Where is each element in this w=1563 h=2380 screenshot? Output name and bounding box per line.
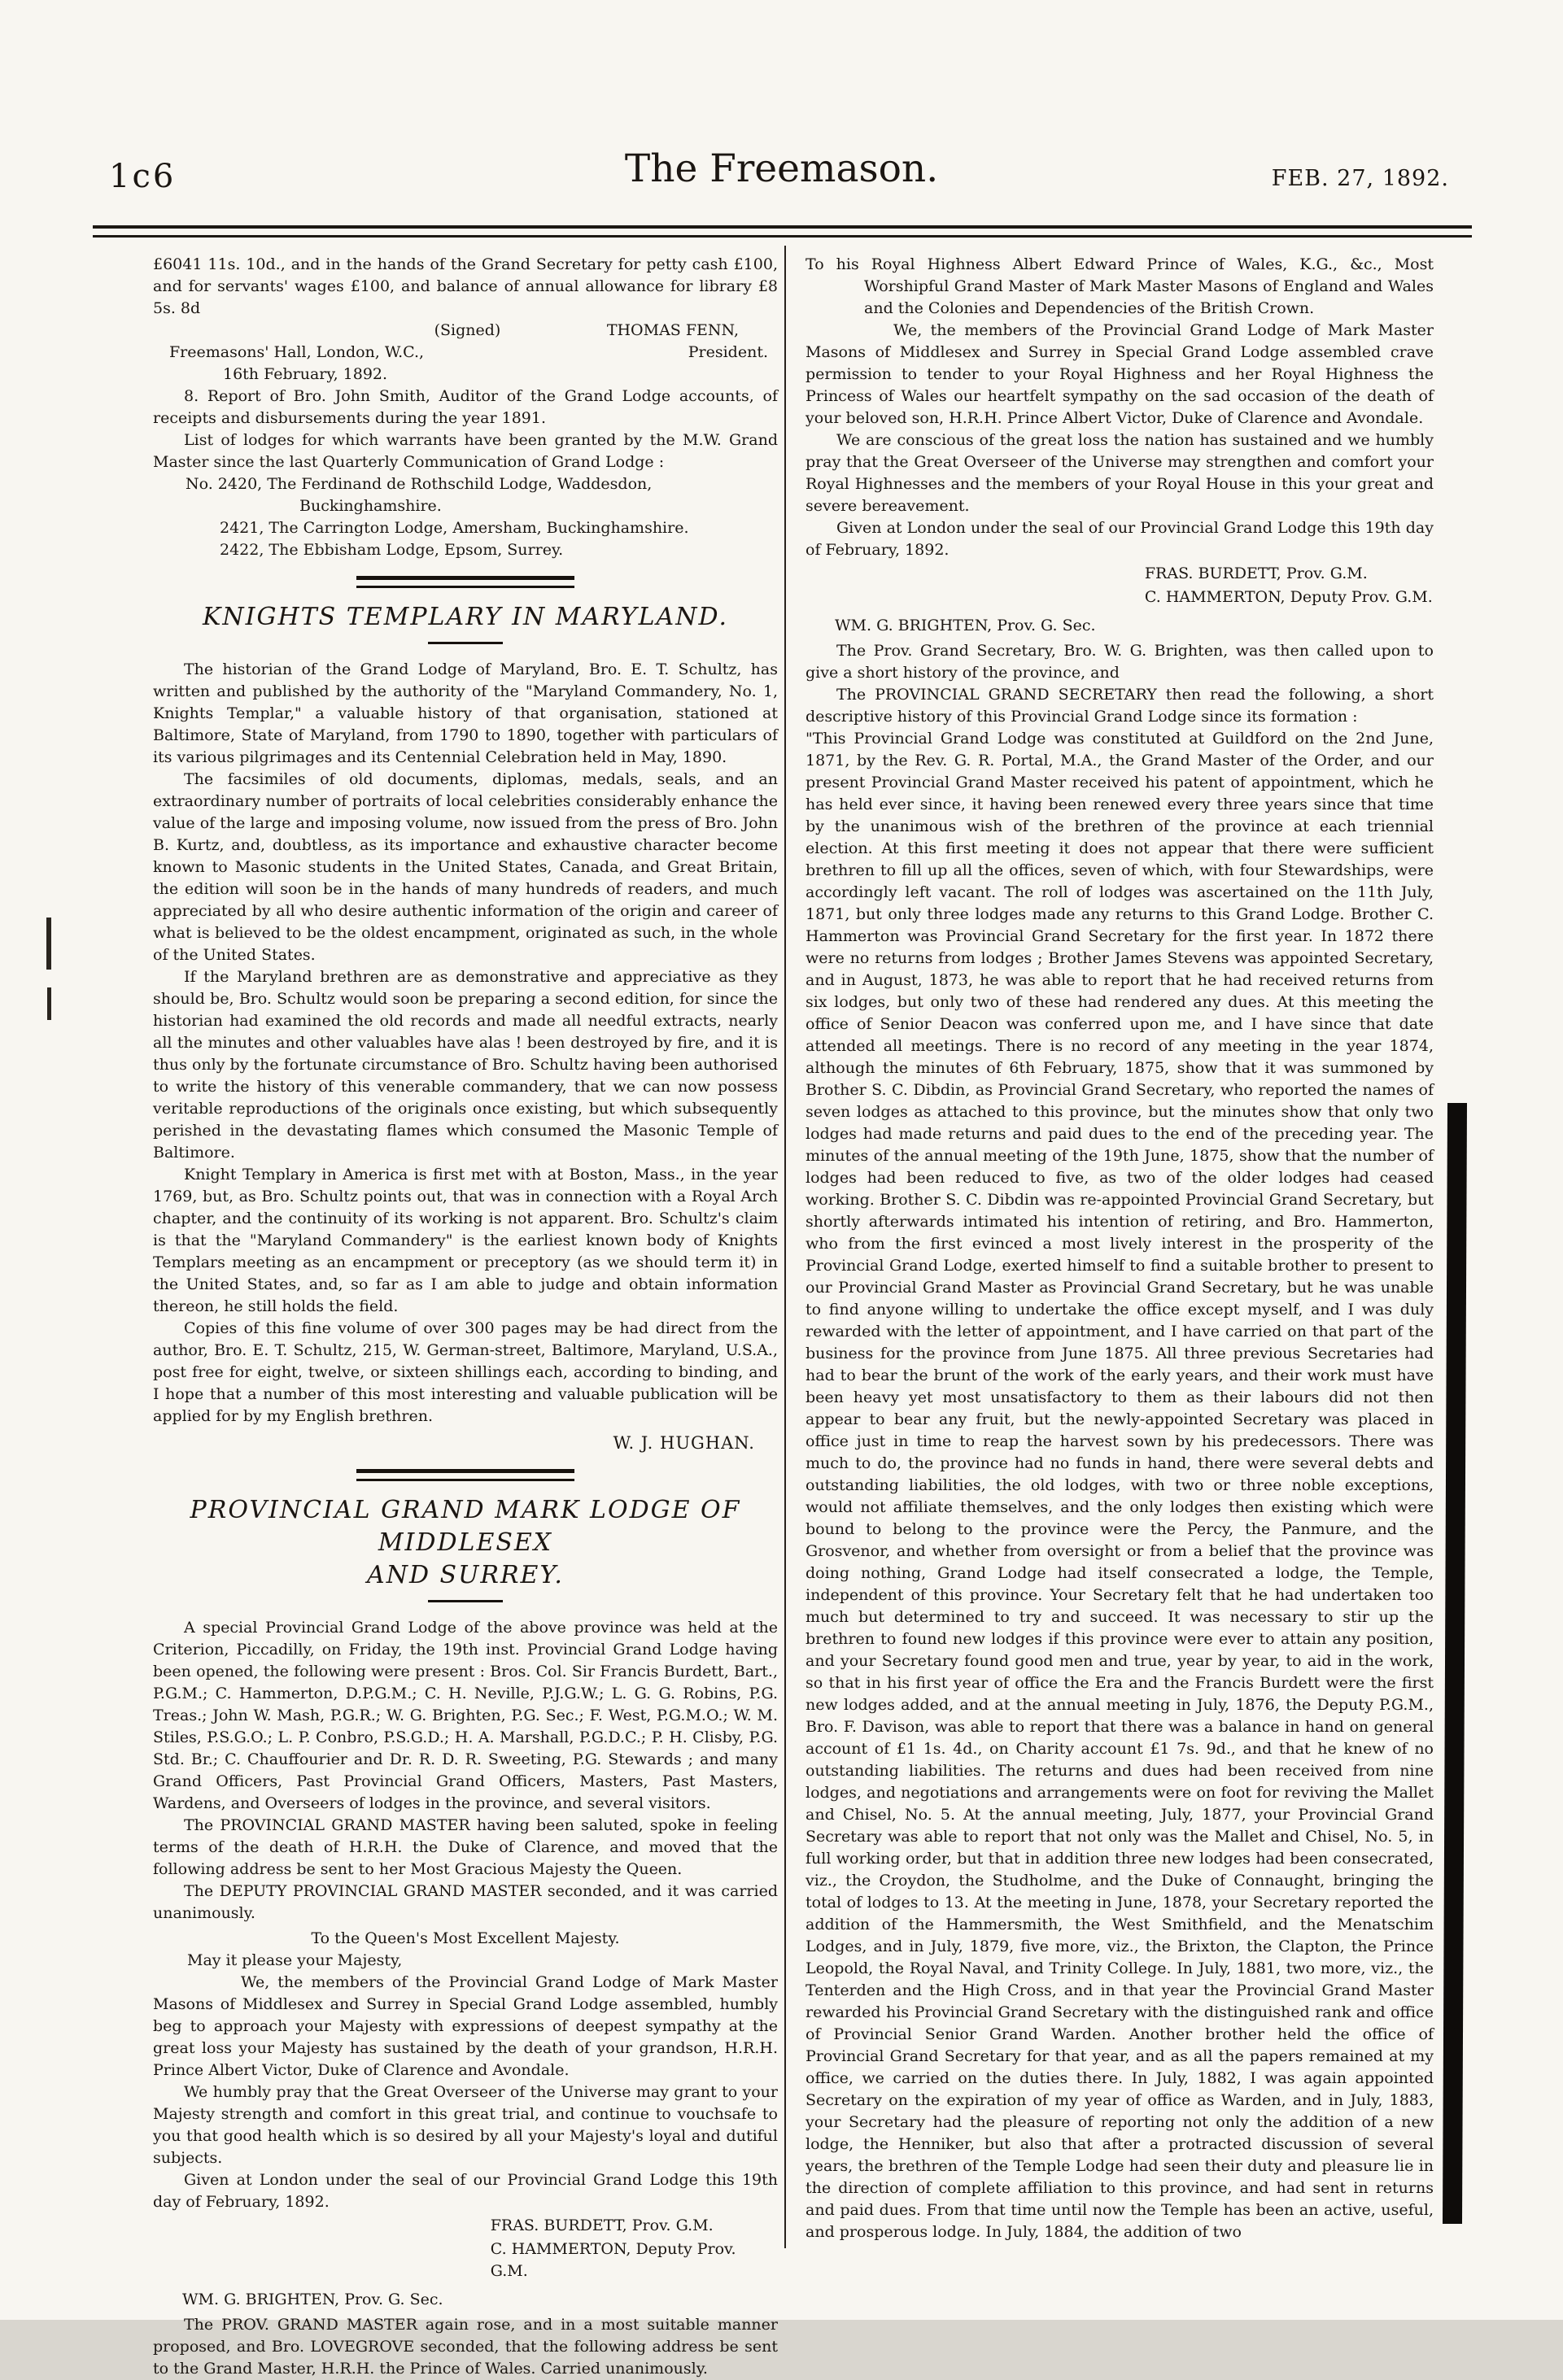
scan-artifact-band [1443, 1103, 1467, 2224]
hall-row [153, 342, 778, 364]
history-reading-paragraph: The PROVINCIAL GRAND SECRETARY then read the following, a short descriptive history of this Provincial Grand Lodge since its formation : [806, 686, 1434, 726]
mark-lodge-heading-line1: PROVINCIAL GRAND MARK LODGE OF MIDDLESEX [190, 1496, 741, 1557]
scan-speck [46, 918, 51, 970]
mark-lodge-intro-paragraph: A special Provincial Grand Lodge of the above province was held at the Criterion, Piccadilly, on Friday, the 19th inst. Provincial Grand Lodge having been opened, the following were present : Bros. Col. Sir Francis Burdett, Bart., P.G.M.; C. Hammerton, D.P.G.M.; C. H. Neville, P.J.G.W.; L. G. G. Robins, P.G. Treas.; John W. Mash, P.G.R.; W. G. Brighten, P.G. Sec.; F. West, P.G.M.O.; W. M. Stiles, P.S.G.O.; L. P. Conbro, P.S.G.D.; H. A. Marshall, P.G.D.C.; P. H. Clisby, P.G. Std. Br.; C. Chauffourier and Dr. R. D. R. Sweeting, P.G. Stewards ; and many Grand Officers, Past Provincial Grand Officers, Masters, Past Masters, Wardens, and Overseers of lodges in the province, and several visitors. [153, 1619, 778, 1812]
mark-lodge-closing-paragraph: The PROV. GRAND MASTER again rose, and in a most suitable manner proposed, and Bro. LOVEGROVE seconded, that the following address be sent to the Grand Master, H.R.H. the Prince of Wales. Carried unanimously. [153, 2316, 778, 2378]
given-at-london-line: Given at London under the seal of our Provincial Grand Lodge this 19th day of February, 1892. [806, 519, 1434, 559]
mark-lodge-heading-line2: AND SURREY. [367, 1561, 564, 1589]
maryland-paragraph: If the Maryland brethren are as demonstrative and appreciative as they should be, Bro. Schultz would soon be preparing a second edition, for since the historian had examined the old records and made all needful extracts, nearly all the minutes and other valuables have alas ! been destroyed by fire, and it is thus only by the fortunate circumstance of Bro. Schultz having been authorised to write the history of this venerable commandery, that we can now possess veritable reproductions of the originals once existing, but which subsequently perished in the devastating flames which consumed the Masonic Temple of Baltimore. [153, 968, 778, 1162]
lodge-entry: 2422, The Ebbisham Lodge, Epsom, Surrey. [220, 541, 564, 559]
author-signature: W. J. HUGHAN. [613, 1433, 755, 1453]
mark-lodge-article-heading [153, 1494, 778, 1592]
queen-address-paragraph: We humbly pray that the Great Overseer of the Universe may grant to your Majesty strength and comfort in this great trial, and continue to vouchsafe to you that good health which is so desired by all your Majesty's loyal and dutiful subjects. [153, 2083, 778, 2167]
issue-date: FEB. 27, 1892. [1271, 166, 1449, 191]
lodge-entry: No. 2420, The Ferdinand de Rothschild Lodge, Waddesdon, Buckinghamshire. [186, 475, 653, 515]
signature-deputy: C. HAMMERTON, Deputy Prov. G.M. [490, 2240, 736, 2280]
column-divider-rule [784, 246, 786, 2248]
signature-pgm: FRAS. BURDETT, Prov. G.M. [1144, 564, 1368, 582]
history-intro-paragraph: The Prov. Grand Secretary, Bro. W. G. Brighten, was then called upon to give a short history of the province, and [806, 642, 1434, 682]
hall-address: Freemasons' Hall, London, W.C., [169, 343, 425, 361]
page-header [104, 145, 1459, 220]
signature-pgm: FRAS. BURDETT, Prov. G.M. [490, 2217, 714, 2234]
signed-name: THOMAS FENN, [606, 321, 739, 339]
heading-rule [428, 1600, 503, 1602]
page-number: 1c6 [109, 158, 177, 195]
signed-row [153, 320, 778, 342]
maryland-paragraph: Copies of this fine volume of over 300 pages may be had direct from the author, Bro. E. T. Schultz, 215, W. German-street, Baltimore, Maryland, U.S.A., post free for eight, twelve, or sixteen shillings each, according to binding, and I hope that a number of this most interesting and valuable publication will be applied for by my English brethren. [153, 1319, 778, 1425]
signature-secretary: WM. G. BRIGHTEN, Prov. G. Sec. [182, 2291, 443, 2308]
pgm-address-paragraph: The PROVINCIAL GRAND MASTER having been saluted, spoke in feeling terms of the death of H.R.H. the Duke of Clarence, and moved that the following address be sent to her Most Gracious Majesty the Queen. [153, 1816, 778, 1878]
maryland-paragraph: Knight Templary in America is first met with at Boston, Mass., in the year 1769, but, as Bro. Schultz points out, that was in connection with a Royal Arch chapter, and the continuity of its working is not apparent. Bro. Schultz's claim is that the "Maryland Commandery" is the earliest known body of Knights Templars meeting as an encampment or preceptory (as we should term it) in the United States, and, so far as I am able to judge and obtain information thereon, he still holds the field. [153, 1166, 778, 1315]
maryland-article-heading: KNIGHTS TEMPLARY IN MARYLAND. [203, 603, 728, 631]
heading-rule [428, 642, 503, 644]
dpgm-seconded-paragraph: The DEPUTY PROVINCIAL GRAND MASTER seconded, and it was carried unanimously. [153, 1882, 778, 1922]
wales-address-salutation: To his Royal Highness Albert Edward Prince of Wales, K.G., &c., Most Worshipful Grand Master of Mark Master Masons of England and Wales and the Colonies and Dependencies of the British Crown. [806, 255, 1434, 317]
scan-speck [47, 987, 51, 1020]
maryland-paragraph: The facsimiles of old documents, diplomas, medals, seals, and an extraordinary number of portraits of local celebrities considerably enhance the value of the large and imposing volume, now issued from the press of Bro. John B. Kurtz, and, doubtless, as its importance and exhaustive character become known to Masonic students in the United States, Canada, and Great Britain, the edition will soon be in the hands of many hundreds of readers, and much appreciated by all who desire authentic information of the origin and career of what is believed to be the oldest encampment, originated as such, in the whole of the United States. [153, 770, 778, 964]
wales-address-paragraph: We are conscious of the great loss the nation has sustained and we humbly pray that the Great Overseer of the Universe may strengthen and comfort your Royal Highnesses and the members of your Royal House in this your great and severe bereavement. [806, 431, 1434, 515]
header-double-rule [93, 225, 1472, 238]
signed-label: (Signed) [434, 321, 501, 339]
audit-date-line: 16th February, 1892. [223, 365, 388, 383]
queen-address-paragraph: We, the members of the Provincial Grand Lodge of Mark Master Masons of Middlesex and Surrey in Special Grand Lodge assembled, humbly beg to approach your Majesty with expressions of deepest sympathy at the great loss your Majesty has sustained by the death of your grandson, H.R.H. Prince Albert Victor, Duke of Clarence and Avondale. [153, 1973, 778, 2079]
signature-secretary: WM. G. BRIGHTEN, Prov. G. Sec. [835, 617, 1096, 634]
wales-address-paragraph: We, the members of the Provincial Grand Lodge of Mark Master Masons of Middlesex and Surrey in Special Grand Lodge assembled crave permission to tender to your Royal Highness and her Royal Highness the Princess of Wales our heartfelt sympathy on the sad occasion of the death of your beloved son, H.R.H. Prince Albert Victor, Duke of Clarence and Avondale. [806, 321, 1434, 427]
audit-balance-paragraph: £6041 11s. 10d., and in the hands of the Grand Secretary for petty cash £100, and for servants' wages £100, and balance of annual allowance for library £8 5s. 8d [153, 255, 778, 317]
queen-address-salutation: May it please your Majesty, [187, 1951, 403, 1969]
given-at-london-line: Given at London under the seal of our Provincial Grand Lodge this 19th day of February, 1892. [153, 2171, 778, 2211]
warrants-paragraph: List of lodges for which warrants have been granted by the M.W. Grand Master since the last Quarterly Communication of Grand Lodge : [153, 431, 778, 471]
right-column [806, 254, 1434, 2243]
province-history-text: "This Provincial Grand Lodge was constituted at Guildford on the 2nd June, 1871, by the Rev. G. R. Portal, M.A., the Grand Master of the Order, and our present Provincial Grand Master received his patent of appointment, which he has held ever since, it having been renewed every three years since that time by the unanimous wish of the brethren of the province at each triennial election. At this first meeting it does not appear that there were sufficient brethren to fill up all the offices, seven of which, with four Stewardships, were accordingly left vacant. The roll of lodges was ascertained on the 11th July, 1871, but only three lodges made any returns to this Grand Lodge. Brother C. Hammerton was Provincial Grand Secretary for the first year. In 1872 there were no returns from lodges ; Brother James Stevens was appointed Secretary, and in August, 1873, he was able to report that he had received returns from six lodges, but only two of these had rendered any dues. At this meeting the office of Senior Deacon was conferred upon me, and I have since that date attended all meetings. There is no record of any meeting in the year 1874, although the minutes of 6th February, 1875, show that it was summoned by Brother S. C. Dibdin, as Provincial Grand Secretary, who reported the names of seven lodges as attached to this province, but the minutes show that only two lodges had made returns and paid dues to the end of the preceding year. The minutes of the annual meeting of the 19th June, 1875, show that the number of lodges had been reduced to five, as two of the older lodges had ceased working. Brother S. C. Dibdin was re-appointed Provincial Grand Secretary, but shortly afterwards intimated his intention of retiring, and Bro. Hammerton, who from the first evinced a most lively interest in the prosperity of the Provincial Grand Lodge, exerted himself to find a suitable brother to present to our Provincial Grand Master as Provincial Grand Secretary, but he was unable to find anyone willing to undertake the office except myself, and I was duly rewarded with the letter of appointment, and I have carried on that part of the business for the province from June 1875. All three previous Secretaries had had to bear the brunt of the work of the early years, and their work must have been heavy yet most unsatisfactory to them as their labours did not then appear to bear any fruit, but the newly-appointed Secretary was placed in office just in time to reap the harvest sown by his predecessors. There was much to do, the province had no funds in hand, there were several debts and outstanding liabilities, the old lodges, with two or three noble exceptions, would not affiliate themselves, and the only lodges then existing which were bound to belong to the province were the Percy, the Panmure, and the Grosvenor, and whether from oversight or from a belief that the province was doing nothing, Grand Lodge had itself consecrated a lodge, the Temple, independent of this province. Your Secretary felt that he had undertaken too much but determined to try and succeed. It was necessary to stir up the brethren to found new lodges if this province were ever to attain any position, and your Secretary found good men and true, year by year, to aid in the work, so that in his first year of office the Era and the Francis Burdett were the first new lodges added, and at the annual meeting in July, 1876, the Deputy P.G.M., Bro. F. Davison, was able to report that there was a balance in hand on general account of £1 1s. 4d., on Charity account £1 7s. 9d., and that he knew of no outstanding liabilities. The returns and dues had been received from nine lodges, and negotiations and arrangements were on foot for reviving the Mallet and Chisel, No. 5. At the annual meeting, July, 1877, your Provincial Grand Secretary was able to report that not only was the Mallet and Chisel, No. 5, in full working order, but that in addition three new lodges had been consecrated, viz., the Croydon, the Studholme, and the Duke of Connaught, bringing the total of lodges to 13. At the meeting in June, 1878, your Secretary reported the addition of the Hammersmith, the West Smithfield, and the Menatschim Lodges, and in July, 1879, five more, viz., the Brixton, the Clapton, the Prince Leopold, the Royal Naval, and Trinity College. In July, 1881, two more, viz., the Tenterden and the High Cross, and in that year the Provincial Grand Master rewarded his Provincial Grand Secretary with the distinguished rank and office of Provincial Senior Grand Warden. Another brother held the office of Provincial Grand Secretary for that year, and as all the papers remained at my office, we carried on the duties there. In July, 1882, I was again appointed Secretary on the expiration of my year of office as Warden, and in July, 1883, your Secretary had the pleasure of reporting not only the addition of a new lodge, the Henniker, but also that after a protracted discussion of several years, the brethren of the Temple Lodge had seen their duty and pleasure lie in the direction of complete affiliation to this province, and had sent in returns and paid dues. From that time until now the Temple has been an active, useful, and prosperous lodge. In July, 1884, the addition of two [806, 730, 1434, 2241]
left-column [153, 254, 778, 2380]
lodge-entry: 2421, The Carrington Lodge, Amersham, Buckinghamshire. [220, 519, 689, 537]
maryland-paragraph: The historian of the Grand Lodge of Maryland, Bro. E. T. Schultz, has written and published by the authority of the "Maryland Commandery, No. 1, Knights Templar," a valuable history of that organisation, stationed at Baltimore, State of Maryland, from 1790 to 1890, together with particulars of its various pilgrimages and its Centennial Celebration held in May, 1890. [153, 660, 778, 766]
signature-deputy: C. HAMMERTON, Deputy Prov. G.M. [1144, 588, 1433, 606]
masthead-title: The Freemason. [624, 146, 939, 191]
president-label: President. [688, 343, 768, 361]
section-divider [356, 1469, 574, 1481]
audit-report-paragraph: 8. Report of Bro. John Smith, Auditor of the Grand Lodge accounts, of receipts and disbursements during the year 1891. [153, 387, 778, 427]
section-divider [356, 576, 574, 588]
queen-address-heading: To the Queen's Most Excellent Majesty. [311, 1929, 620, 1947]
